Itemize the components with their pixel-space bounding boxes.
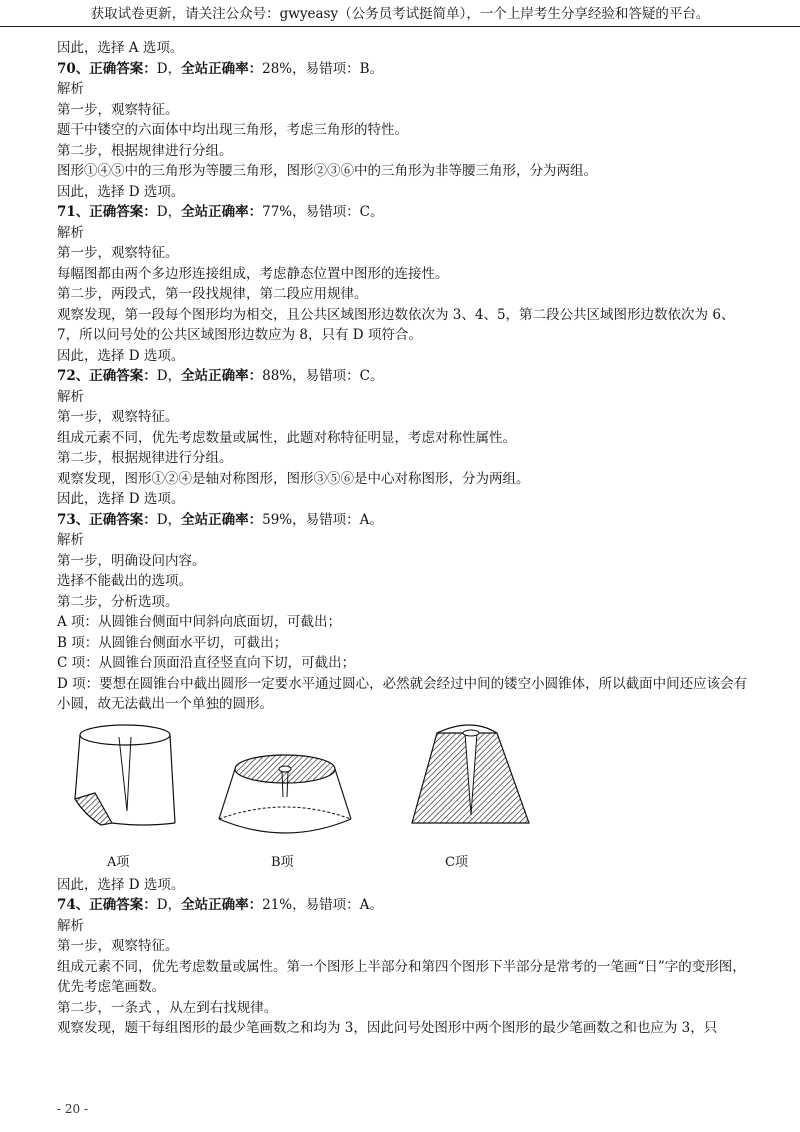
frustum-section-diagrams [57,719,757,849]
text-line: D 项：要想在圆锥台中截出圆形一定要水平通过圆心，必然就会经过中间的镂空小圆锥体，所以截面中间还应该会有小圆，故无法截出一个单独的圆形。 [57,675,748,712]
answer-heading-74: 74、正确答案：D，全站正确率：21%，易错项：A。 [57,897,383,913]
text-line: 第二步，分析选项。 [57,593,179,610]
text-line: B 项：从圆锥台侧面水平切，可截出； [57,634,288,651]
text-line: 第二步，两段式，第一段找规律，第二段应用规律。 [57,286,368,302]
text-line: 观察发现，图形①②④是轴对称图形，图形③⑤⑥是中心对称图形，分为两组。 [57,470,530,487]
text-line: 因此，选择 A 选项。 [57,40,184,56]
text-line: C 项：从圆锥台顶面沿直径竖直向下切，可截出； [57,655,356,671]
text-line: 图形①④⑤中的三角形为等腰三角形，图形②③⑥中的三角形为非等腰三角形，分为两组。 [57,163,597,179]
text-line: 第二步，根据规律进行分组。 [57,142,233,159]
text-line: 因此，选择 D 选项。 [57,183,185,200]
text-line: 观察发现，题干每组图形的最少笔画数之和均为 3，因此问号处图形中两个图形的最少笔画数之和也应为 3，只 [57,1020,718,1036]
analysis-label: 解析 [57,388,84,405]
text-line: 第二步，一条式 ，从左到右找规律。 [57,999,278,1016]
answer-heading-71: 71、正确答案：D，全站正确率：77%，易错项：C。 [57,204,384,220]
text-line: 第一步，明确设问内容。 [57,552,206,569]
text-line: 因此，选择 D 选项。 [57,347,185,364]
figure-b-diagram [219,755,351,833]
page-header [0,0,800,27]
text-line: 题干中镂空的六面体中均出现三角形，考虑三角形的特性。 [57,122,408,138]
figure-c-diagram [412,725,529,823]
text-line: 第二步，根据规律进行分组。 [57,450,233,466]
figure-a-label: A项 [107,854,130,870]
answer-heading-72: 72、正确答案：D，全站正确率：88%，易错项：C。 [57,368,384,384]
text-line: 第一步，观察特征。 [57,409,179,425]
answer-heading-73: 73、正确答案：D，全站正确率：59%，易错项：A。 [57,511,383,528]
document-body [57,38,757,1039]
text-line: 第一步，观察特征。 [57,245,179,261]
analysis-label: 解析 [57,224,84,241]
text-line: 7，所以问号处的公共区域图形边数应为 8，只有 D 项符合。 [57,327,422,343]
answer-heading-70: 70、正确答案：D，全站正确率：28%，易错项：B。 [57,60,384,77]
analysis-label: 解析 [57,532,84,548]
text-line: 选择不能截出的选项。 [57,573,192,589]
figure-c-label: C项 [445,854,468,870]
text-line: 因此，选择 D 选项。 [57,876,185,893]
text-line: 组成元素不同，优先考虑数量或属性。第一个图形上半部分和第四个图形下半部分是常考的一笔画“日”字的变形图，优先考虑笔画数。 [57,958,746,995]
figure-b-label: B项 [271,854,294,870]
text-line: 观察发现，第一段每个图形均为相交，且公共区域图形边数依次为 3、4、5，第二段公共区域图形边数依次为 6、 [57,306,735,323]
header-text: 获取试卷更新，请关注公众号：gwyeasy（公务员考试挺简单），一个上岸考生分享经验和答疑的平台。 [90,6,710,22]
text-line: 每幅图都由两个多边形连接组成，考虑静态位置中图形的连接性。 [57,265,449,282]
text-line: 第一步，观察特征。 [57,101,179,118]
text-line: 第一步，观察特征。 [57,938,179,954]
text-line: 组成元素不同，优先考虑数量或属性，此题对称特征明显，考虑对称性属性。 [57,429,516,446]
text-line: 因此，选择 D 选项。 [57,491,185,507]
section-figures [57,719,757,875]
analysis-label: 解析 [57,917,84,934]
analysis-label: 解析 [57,81,84,97]
text-line: A 项：从圆锥台侧面中间斜向底面切，可截出； [57,614,342,630]
figure-a-diagram [75,725,175,825]
page-number: - 20 - [57,1102,89,1116]
